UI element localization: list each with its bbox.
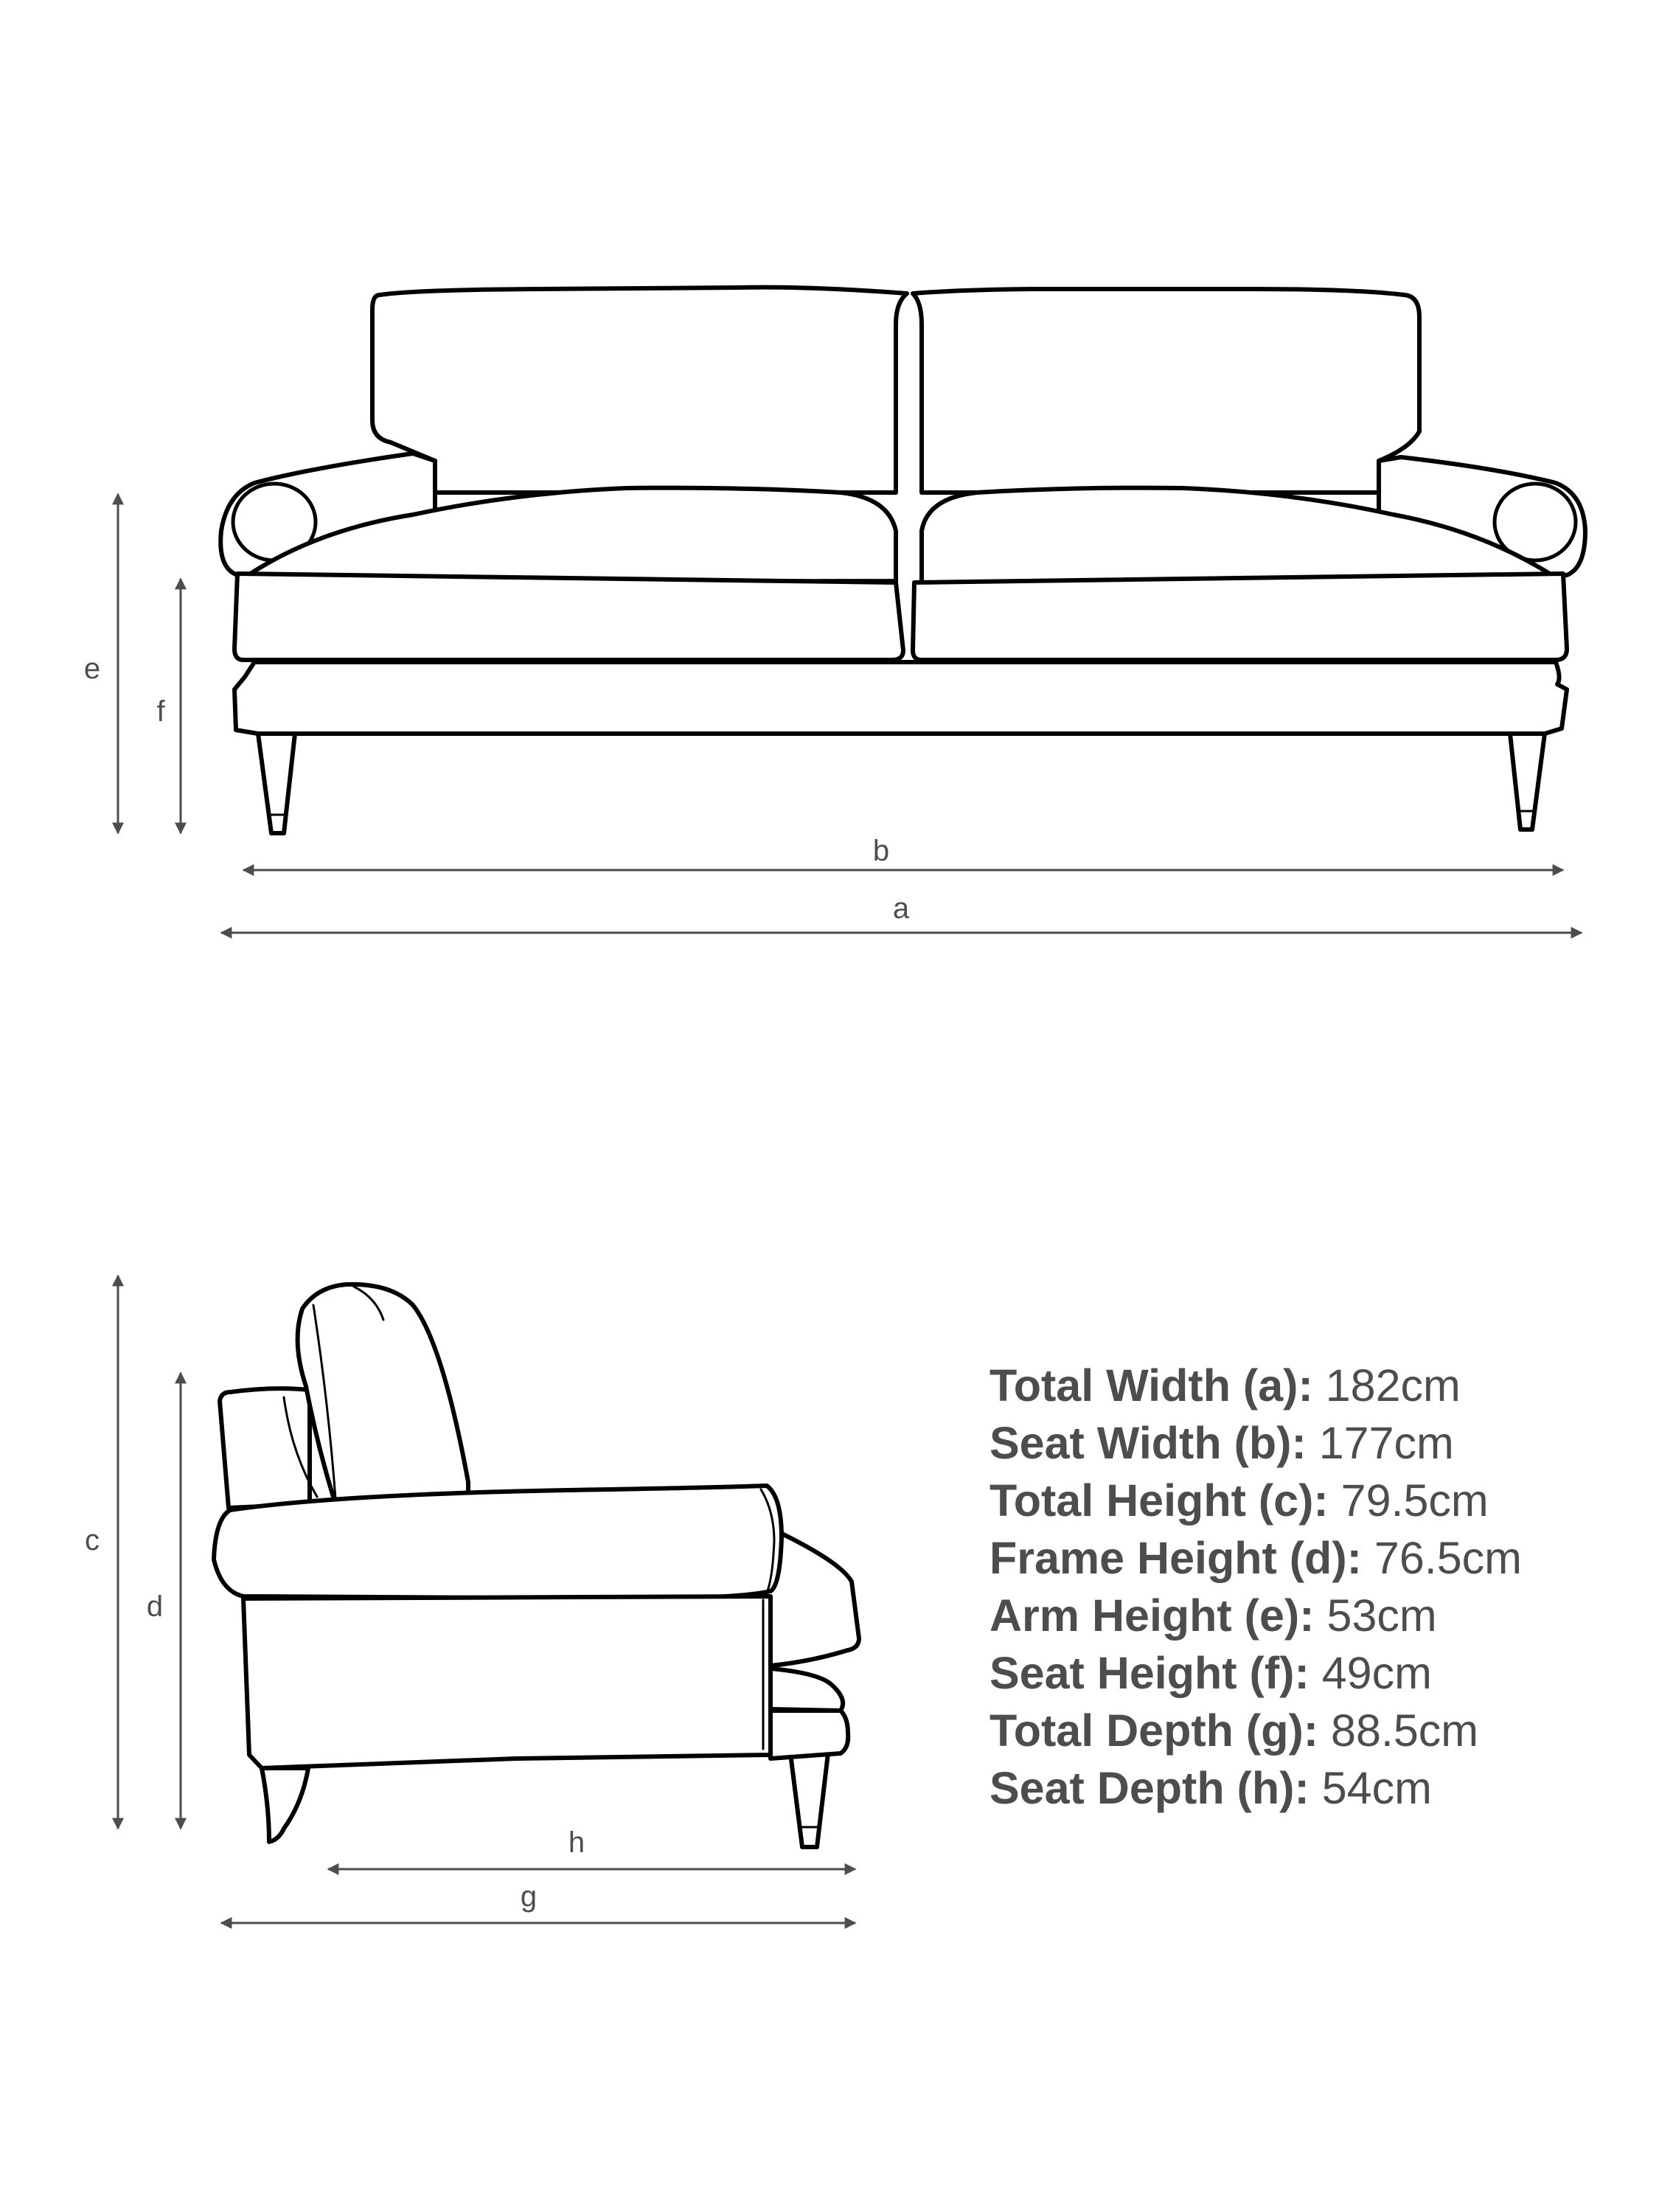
sofa-side-view [214, 1284, 859, 1847]
spec-value: 54cm [1321, 1763, 1432, 1813]
spec-label: Seat Height (f): [990, 1648, 1310, 1698]
spec-seat-depth [990, 1759, 1638, 1817]
dim-a-label: a [892, 892, 910, 925]
dim-g-label: g [520, 1880, 538, 1913]
front-seat-front-right [913, 574, 1567, 660]
front-back-cushion-left [372, 288, 907, 493]
spec-seat-height [990, 1644, 1638, 1702]
side-arm [214, 1486, 782, 1599]
side-front-leg [790, 1753, 828, 1847]
spec-frame-height [990, 1529, 1638, 1587]
spec-arm-height [990, 1587, 1638, 1644]
spec-label: Frame Height (d): [990, 1533, 1362, 1583]
spec-seat-width [990, 1414, 1638, 1472]
spec-label: Seat Depth (h): [990, 1763, 1310, 1813]
sofa-front-view [220, 288, 1585, 833]
spec-value: 88.5cm [1331, 1705, 1479, 1756]
dim-h-label: h [568, 1826, 585, 1859]
dim-d-label: d [146, 1590, 164, 1623]
dimension-specs-list [990, 1357, 1638, 1817]
side-seat-lip [763, 1668, 843, 1711]
spec-label: Arm Height (e): [990, 1590, 1315, 1641]
spec-value: 49cm [1321, 1648, 1432, 1698]
spec-value: 53cm [1326, 1590, 1437, 1641]
spec-total-height [990, 1472, 1638, 1529]
dim-f-label: f [156, 695, 165, 728]
side-seat-base [767, 1711, 848, 1759]
spec-total-depth [990, 1702, 1638, 1759]
spec-total-width [990, 1357, 1638, 1414]
spec-value: 182cm [1325, 1360, 1461, 1411]
spec-value: 76.5cm [1374, 1533, 1522, 1583]
spec-label: Seat Width (b): [990, 1418, 1307, 1468]
front-right-leg [1510, 734, 1545, 830]
side-body [243, 1596, 771, 1768]
front-back-cushion-right [913, 289, 1419, 493]
spec-label: Total Width (a): [990, 1360, 1313, 1411]
front-seat-front-left [234, 574, 903, 660]
front-left-leg [258, 734, 295, 833]
dim-c-label: c [85, 1524, 100, 1557]
spec-value: 177cm [1318, 1418, 1454, 1468]
dim-b-label: b [872, 835, 890, 867]
spec-label: Total Depth (g): [990, 1705, 1319, 1756]
spec-value: 79.5cm [1340, 1475, 1489, 1526]
front-base [234, 662, 1567, 734]
dim-e-label: e [83, 653, 101, 685]
spec-label: Total Height (c): [990, 1475, 1329, 1526]
side-back-leg [262, 1768, 308, 1842]
